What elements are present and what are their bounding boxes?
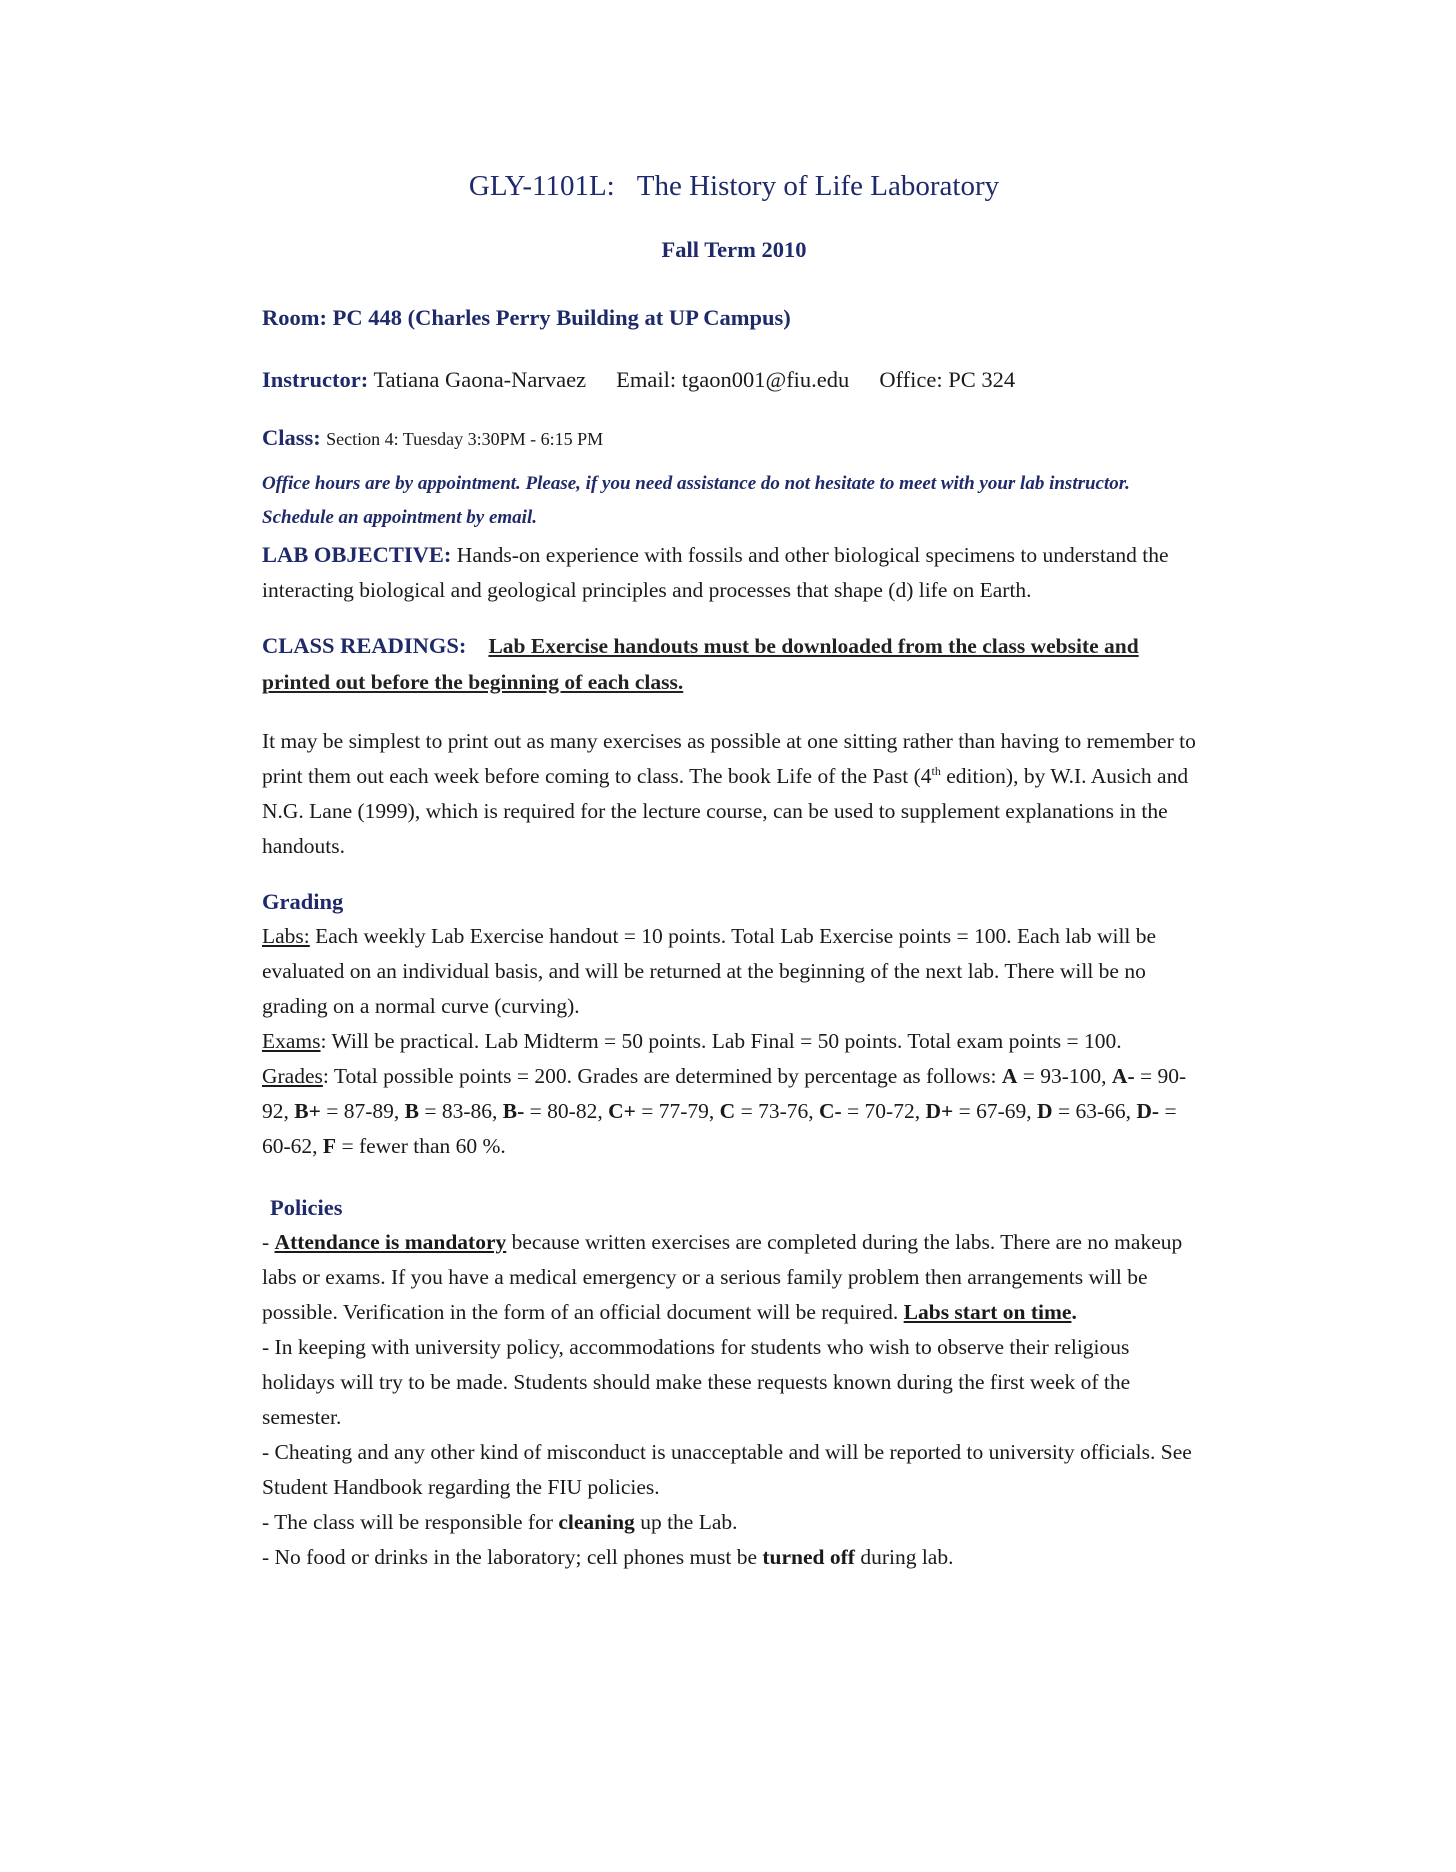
- objective-label: LAB OBJECTIVE:: [262, 542, 452, 567]
- grade-range: = 77-79,: [635, 1099, 720, 1123]
- syllabus-page: [262, 168, 1198, 1575]
- cleaning-pre: - The class will be responsible for: [262, 1510, 559, 1534]
- grading-section: [262, 884, 1198, 1164]
- policy-dash: -: [262, 1230, 275, 1254]
- office-hours-note: Office hours are by appointment. Please, if you need assistance do not hesitate to meet with your lab instructor. Schedule an appointment by email.: [262, 473, 1130, 528]
- grades-label: Grades: [262, 1064, 323, 1088]
- attendance-text: because written exercises are completed during the labs. There are no makeup labs or exams. If you have a medical emergency or a serious family problem then arrangements will be possible. Verification in the form of an official document will be required.: [262, 1230, 1183, 1324]
- grades-text: : Total possible points = 200. Grades are determined by percentage as follows:: [322, 1064, 997, 1088]
- instructor-email: Email: tgaon001@fiu.edu: [616, 367, 850, 392]
- grade-letter: A: [1001, 1064, 1018, 1088]
- readings-emphasis: Lab Exercise handouts must be downloaded from the class website and printed out before the beginning of each class.: [262, 634, 1139, 694]
- readings-paragraph: [262, 724, 1198, 864]
- class-label: Class:: [262, 425, 321, 450]
- class-readings: [262, 628, 1198, 700]
- room-line: Room: PC 448 (Charles Perry Building at UP Campus): [262, 305, 791, 330]
- instructor-name: Tatiana Gaona-Narvaez: [373, 367, 587, 392]
- policy-religious-holidays: - In keeping with university policy, accommodations for students who wish to observe their religious holidays will try to be made. Students should make these requests known during the first week of the semester.: [262, 1335, 1131, 1429]
- term-heading: Fall Term 2010: [661, 237, 807, 262]
- exams-label: Exams: [262, 1029, 321, 1053]
- attendance-mandatory: Attendance is mandatory: [274, 1230, 507, 1254]
- grade-letter: D-: [1136, 1099, 1160, 1123]
- grade-range: = 80-82,: [524, 1099, 609, 1123]
- grade-letter: D: [1037, 1099, 1053, 1123]
- grading-exams: [262, 1024, 1198, 1059]
- grade-letter: D+: [925, 1099, 954, 1123]
- policies-heading: Policies: [270, 1195, 343, 1220]
- labs-label: Labs:: [262, 924, 310, 948]
- food-post: during lab.: [854, 1545, 954, 1569]
- grade-range: = 87-89,: [320, 1099, 405, 1123]
- turned-off-bold: turned off: [762, 1545, 855, 1569]
- grade-range: = 70-72,: [841, 1099, 926, 1123]
- document-title: [262, 168, 1198, 204]
- grade-letter: C: [719, 1099, 736, 1123]
- grade-range: = 73-76,: [735, 1099, 819, 1123]
- grading-heading: Grading: [262, 889, 344, 914]
- policy-attendance: [262, 1225, 1198, 1330]
- grading-grades: [262, 1059, 1198, 1164]
- grade-letter: B: [404, 1099, 419, 1123]
- readings-label: CLASS READINGS:: [262, 633, 467, 658]
- edition-superscript: th: [931, 763, 941, 778]
- grade-range: = 67-69,: [953, 1099, 1038, 1123]
- policy-misconduct: - Cheating and any other kind of misconduct is unacceptable and will be reported to university officials. See Student Handbook regarding the FIU policies.: [262, 1440, 1192, 1499]
- course-code: GLY-1101L:: [468, 170, 615, 202]
- policy-food-phones: [262, 1540, 1198, 1575]
- exams-text: : Will be practical. Lab Midterm = 50 points. Lab Final = 50 points. Total exam points = 100.: [320, 1029, 1122, 1053]
- class-schedule: Section 4: Tuesday 3:30PM - 6:15 PM: [326, 429, 604, 449]
- readings-text-part2: edition), by W.I. Ausich and N.G. Lane (1999), which is required for the lecture course, can be used to supplement explanations in the handouts.: [262, 764, 1189, 858]
- instructor-label: Instructor:: [262, 367, 369, 392]
- policy-cleaning: [262, 1505, 1198, 1540]
- grade-letter: B-: [502, 1099, 525, 1123]
- grade-letter: B+: [294, 1099, 321, 1123]
- lab-objective: [262, 537, 1198, 608]
- grade-letter: C+: [608, 1099, 636, 1123]
- labs-start-on-time: Labs start on time: [903, 1300, 1072, 1324]
- objective-text: Hands-on experience with fossils and other biological specimens to understand the interacting biological and geological principles and processes that shape (d) life on Earth.: [262, 543, 1169, 602]
- grade-range: = fewer than 60 %.: [336, 1134, 506, 1158]
- grade-letter: C-: [818, 1099, 842, 1123]
- grading-labs: [262, 919, 1198, 1024]
- grade-range: = 83-86,: [418, 1099, 503, 1123]
- instructor-line: [262, 362, 1198, 398]
- attendance-end: .: [1071, 1300, 1077, 1324]
- instructor-office: Office: PC 324: [879, 367, 1016, 392]
- cleaning-bold: cleaning: [558, 1510, 635, 1534]
- grade-letter: A-: [1111, 1064, 1135, 1088]
- class-line: [262, 420, 1198, 457]
- grade-letter: F: [322, 1134, 337, 1158]
- food-pre: - No food or drinks in the laboratory; cell phones must be: [262, 1545, 763, 1569]
- readings-text-part1: It may be simplest to print out as many exercises as possible at one sitting rather than having to remember to print them out each week before coming to class. The book Life of the Past (4: [262, 729, 1196, 788]
- course-title: The History of Life Laboratory: [636, 170, 1000, 202]
- policies-section: [262, 1190, 1198, 1575]
- grade-range: = 63-66,: [1052, 1099, 1137, 1123]
- grade-range: = 93-100,: [1017, 1064, 1112, 1088]
- labs-text: Each weekly Lab Exercise handout = 10 points. Total Lab Exercise points = 100. Each lab will be evaluated on an individual basis, and will be returned at the beginning of the next lab. There will be no grading on a normal curve (curving).: [262, 924, 1157, 1018]
- grade-range: = 60-62,: [262, 1099, 1177, 1158]
- grade-range: = 90-92,: [262, 1064, 1187, 1123]
- cleaning-post: up the Lab.: [634, 1510, 738, 1534]
